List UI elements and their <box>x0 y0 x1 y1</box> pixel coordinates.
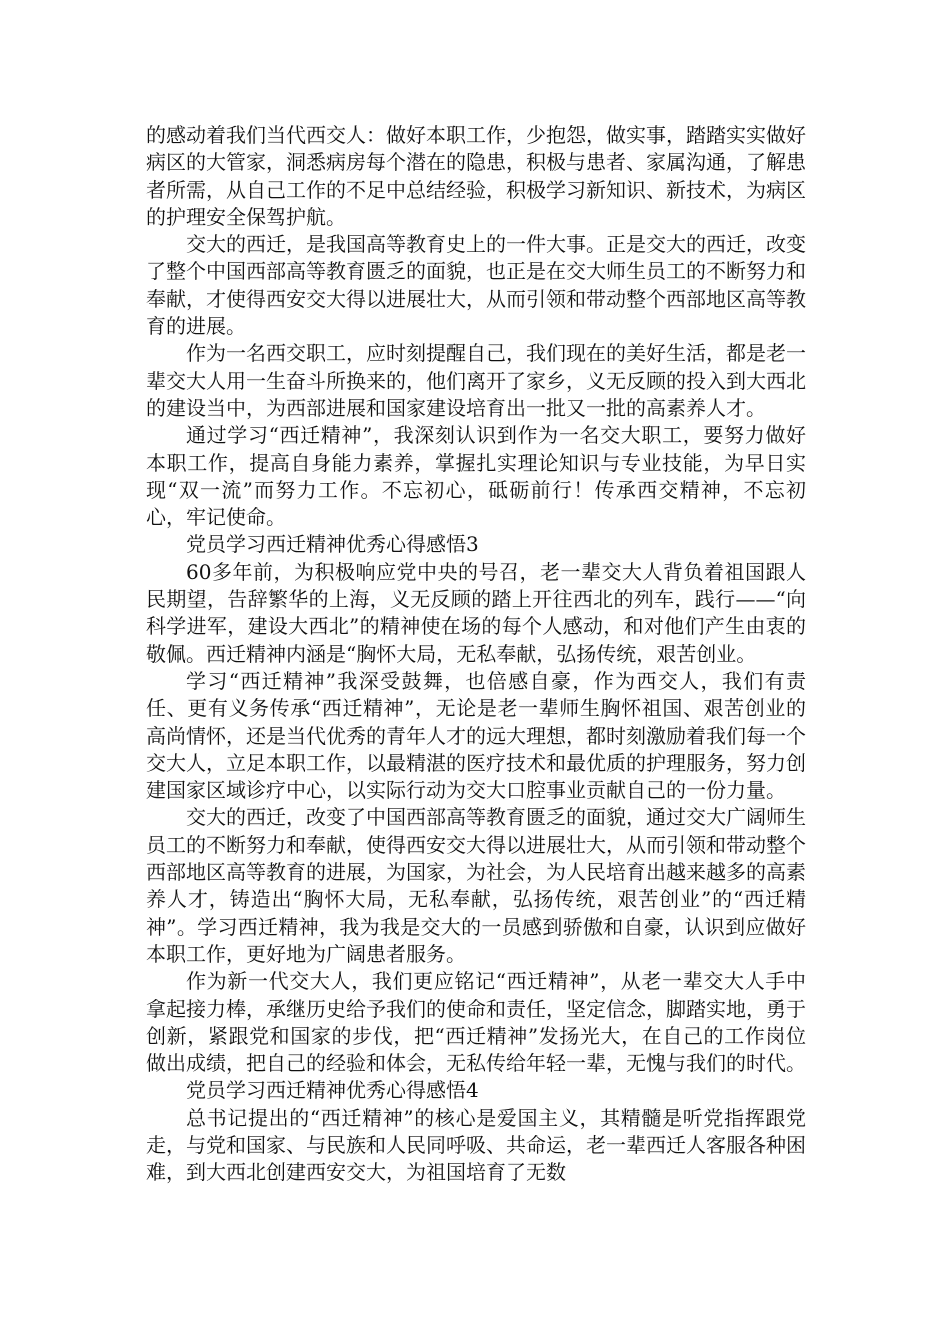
paragraph: 交大的西迁，是我国高等教育史上的一件大事。正是交大的西迁，改变了整个中国西部高等教育匮乏的面貌，也正是在交大师生员工的不断努力和奉献，才使得西安交大得以进展壮大，从而引领和带动整个西部地区高等教育的进展。 <box>146 232 806 339</box>
paragraph: 通过学习“西迁精神”，我深刻认识到作为一名交大职工，要努力做好本职工作，提高自身能力素养，掌握扎实理论知识与专业技能，为早日实现“双一流”而努力工作。不忘初心，砥砺前行！传承西交精神，不忘初心，牢记使命。 <box>146 423 806 530</box>
paragraph: 交大的西迁，改变了中国西部高等教育匮乏的面貌，通过交大广阔师生员工的不断努力和奉献，使得西安交大得以进展壮大，从而引领和带动整个西部地区高等教育的进展，为国家，为社会，为人民培育出越来越多的高素养人才，铸造出“胸怀大局，无私奉献，弘扬传统，艰苦创业”的“西迁精神”。学习西迁精神，我为我是交大的一员感到骄傲和自豪，认识到应做好本职工作，更好地为广阔患者服务。 <box>146 805 806 966</box>
paragraph: 学习“西迁精神”我深受鼓舞，也倍感自豪，作为西交人，我们有责任、更有义务传承“西迁精神”，无论是老一辈师生胸怀祖国、艰苦创业的高尚情怀，还是当代优秀的青年人才的远大理想，都时刻激励着我们每一个交大人，立足本职工作，以最精湛的医疗技术和最优质的护理服务，努力创建国家区域诊疗中心，以实际行动为交大口腔事业贡献自己的一份力量。 <box>146 668 806 803</box>
paragraph: 的感动着我们当代西交人：做好本职工作，少抱怨，做实事，踏踏实实做好病区的大管家，洞悉病房每个潜在的隐患，积极与患者、家属沟通，了解患者所需，从自己工作的不足中总结经验，积极学习新知识、新技术，为病区的护理安全保驾护航。 <box>146 123 806 229</box>
section-heading: 党员学习西迁精神优秀心得感悟3 <box>186 532 479 557</box>
paragraph: 作为一名西交职工，应时刻提醒自己，我们现在的美好生活，都是老一辈交大人用一生奋斗所换来的，他们离开了家乡，义无反顾的投入到大西北的建设当中，为西部进展和国家建设培育出一批又一批的高素养人才。 <box>146 341 806 420</box>
paragraph: 作为新一代交大人，我们更应铭记“西迁精神”，从老一辈交大人手中拿起接力棒，承继历史给予我们的使命和责任，坚定信念，脚踏实地，勇于创新，紧跟党和国家的步伐，把“西迁精神”发扬光大，在自己的工作岗位做出成绩，把自己的经验和体会，无私传给年轻一辈，无愧与我们的时代。 <box>146 969 806 1076</box>
section-heading: 党员学习西迁精神优秀心得感悟4 <box>186 1078 479 1103</box>
paragraph: 60多年前，为积极响应党中央的号召，老一辈交大人背负着祖国跟人民期望，告辞繁华的上海，义无反顾的踏上开往西北的列车，践行——“向科学进军，建设大西北”的精神使在场的每个人感动，和对他们产生由衷的敬佩。西迁精神内涵是“胸怀大局，无私奉献，弘扬传统，艰苦创业。 <box>146 559 806 666</box>
paragraph: 总书记提出的“西迁精神”的核心是爱国主义，其精髓是听党指挥跟党走，与党和国家、与民族和人民同呼吸、共命运，老一辈西迁人客服各种困难，到大西北创建西安交大，为祖国培育了无数 <box>146 1105 806 1185</box>
document-page <box>146 122 806 1187</box>
